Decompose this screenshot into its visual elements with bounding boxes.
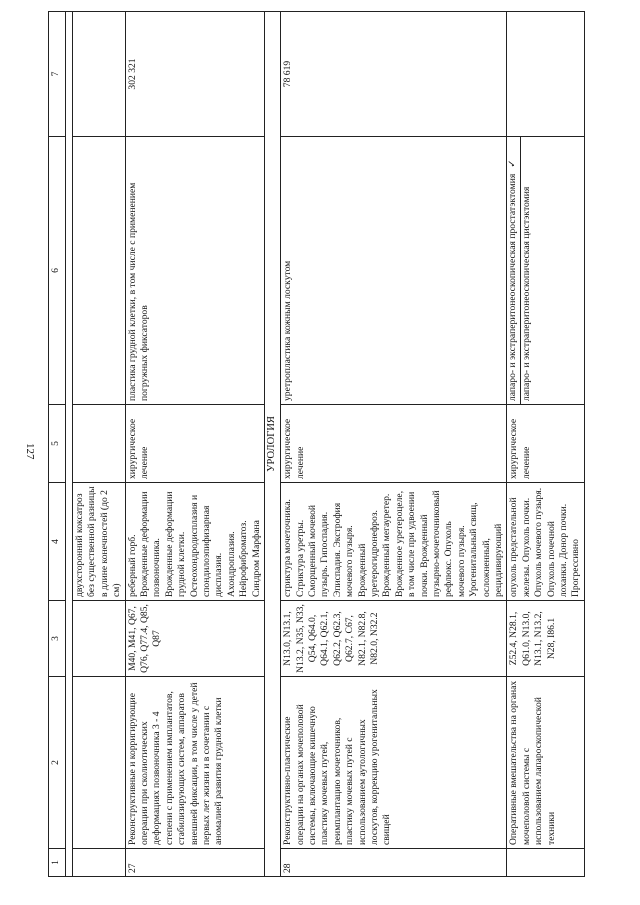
- header-col-1: 1: [49, 849, 66, 877]
- treatment-method-cell: пластика грудной клетки, в том числе с применением погружных фиксаторов: [125, 137, 264, 405]
- pen-mark-icon: ✓: [507, 159, 519, 168]
- service-name-cell: Реконструктивно-пластические операции на органах мочеполовой системы, включающие кишечную пластику мочевых путей, реимплантацию мочеточников, пластику мочевых путей с использованием аутологичных лоскутов, коррекцию урогенитальных свищей: [281, 677, 507, 849]
- row-number: 27: [125, 849, 264, 877]
- service-name-cell: Реконструктивные и корригирующие операции при сколиотических деформациях позвоночника 3 - 4 степени с применением имплантатов, стабилизирующих систем, аппаратов внешней фиксации, в том числе у детей первых лет жизни и в сочетании с аномалией развития грудной клетки: [125, 677, 264, 849]
- treatment-type-cell: хирургическое лечение: [281, 405, 507, 483]
- header-col-2: 2: [49, 677, 66, 849]
- row-number: 28: [281, 849, 507, 877]
- method-item: лапаро- и экстраперитонеоскопическая простатэктомия✓: [507, 159, 519, 401]
- rotated-table-container: [48, 12, 588, 877]
- table-row-28: [281, 12, 507, 877]
- treatment-method-cell: уретропластика кожным лоскутом: [281, 137, 507, 405]
- icd-codes-cell: M40, M41, Q67, Q76, Q77.4, Q85, Q87: [125, 601, 264, 677]
- row-number: [507, 849, 584, 877]
- methods-list: [507, 137, 533, 404]
- header-row: [49, 12, 66, 877]
- header-col-4: 4: [49, 483, 66, 601]
- service-name-cell: Оперативные вмешательства на органах мочеполовой системы с использованием лапароскопической техники: [507, 677, 584, 849]
- icd-codes-cell: Z52.4, N28.1, Q61.0, N13.0, N13.1, N13.2, N28, I86.1: [507, 601, 584, 677]
- icd-codes-cell: N13.0, N13.1, N13.2, N35, N33, Q54, Q64.0, Q64.1, Q62.1, Q62.2, Q62.3, Q62.7, C67, N82.1, N82.8, N82.0, N32.2: [281, 601, 507, 677]
- section-title: УРОЛОГИЯ: [265, 12, 281, 877]
- section-header-row: [265, 12, 281, 877]
- header-col-3: 3: [49, 601, 66, 677]
- patient-model-cell: опухоль предстательной железы. Опухоль почки. Опухоль мочевого пузыря. Опухоль почечной лоханки. Донор почки. Прогрессивно: [507, 483, 584, 601]
- table-row-continuation: [73, 12, 126, 877]
- header-col-7: 7: [49, 12, 66, 137]
- header-col-6: 6: [49, 137, 66, 405]
- treatment-type-cell: хирургическое лечение: [507, 405, 584, 483]
- cost-cell: 302 321: [125, 12, 264, 137]
- patient-model-cell: реберный горб. Врожденные деформации позвоночника. Врожденные деформации грудной клетки. Остеохондродисплазия и спондилоэпифизарная дисплазия. Ахондроплазия. Нейрофиброматоз. Синдром Марфана: [125, 483, 264, 601]
- table-row-28-laparoscopic: [507, 12, 584, 877]
- treatment-methods-cell: [507, 137, 584, 405]
- table-row-27: [125, 12, 264, 877]
- treatment-type-cell: хирургическое лечение: [125, 405, 264, 483]
- header-col-5: 5: [49, 405, 66, 483]
- medical-services-table: [48, 11, 585, 877]
- spacer-row: [66, 12, 73, 877]
- method-item: лапаро- и экстраперитонеоскопическая цистэктомия: [520, 137, 533, 404]
- page-number: 127: [24, 443, 36, 460]
- cost-cell: [507, 12, 584, 137]
- cost-cell: 78 619: [281, 12, 507, 137]
- patient-model-cell: стриктура мочеточника. Стриктура уретры. Сморщенный мочевой пузырь. Гипоспадия. Эписпадия. Экстрофия мочевого пузыря. Врожденный уретерогидронефроз. Врожденный мегауретер. Врожденное уретероцеле, в том числе при удвоении почки. Врожденный пузырно-мочеточниковый рефлюкс. Опухоль мочевого пузыря. Урогенитальный свищ, осложненный, рецидивирующий: [281, 483, 507, 601]
- continuation-model-cell: двухсторонний коксатроз без существенной разницы в длине конечностей (до 2 см): [73, 483, 126, 601]
